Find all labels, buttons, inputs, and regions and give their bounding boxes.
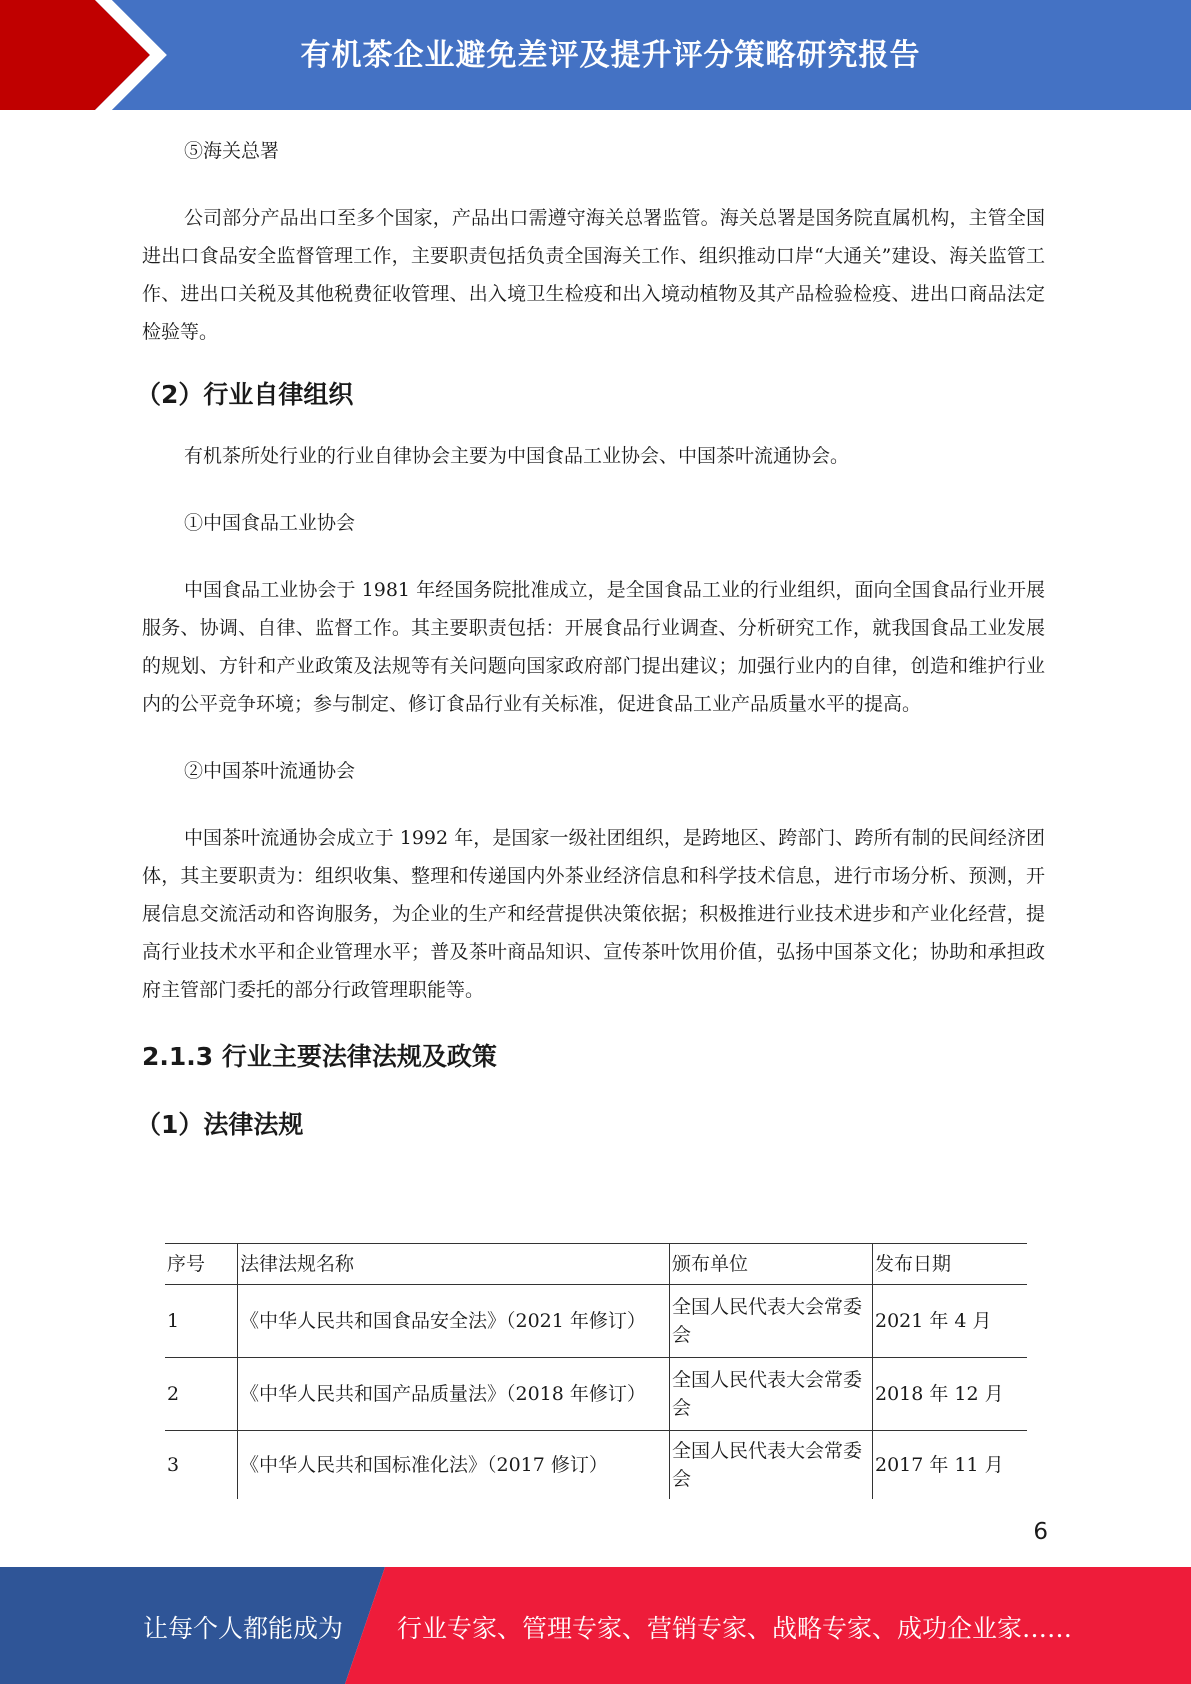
- table-cell: 《中华人民共和国食品安全法》（2021 年修订）: [238, 1285, 670, 1358]
- table-cell: 《中华人民共和国产品质量法》（2018 年修订）: [238, 1358, 670, 1431]
- table-cell: 全国人民代表大会常委会: [670, 1285, 873, 1358]
- header-title: 有机茶企业避免差评及提升评分策略研究报告: [300, 38, 921, 73]
- table-header-row: [165, 1244, 1027, 1285]
- subsection-label-customs: ⑤海关总署: [184, 140, 280, 162]
- page-footer: [0, 1567, 1191, 1684]
- table-row: [165, 1285, 1027, 1358]
- subsection-label-tea-association: ②中国茶叶流通协会: [184, 760, 356, 782]
- table-cell: 2017 年 11 月: [873, 1431, 1028, 1500]
- footer-slogan-left: 让每个人都能成为: [143, 1614, 344, 1643]
- table-header-cell: 序号: [165, 1244, 238, 1285]
- table-cell: 全国人民代表大会常委会: [670, 1358, 873, 1431]
- table-cell: 《中华人民共和国标准化法》（2017 修订）: [238, 1431, 670, 1500]
- footer-slogan-right: 行业专家、管理专家、营销专家、战略专家、成功企业家……: [397, 1614, 1073, 1643]
- document-body: [136, 132, 1045, 1145]
- table-cell: 1: [165, 1285, 238, 1358]
- table-row: [165, 1358, 1027, 1431]
- page-number: 6: [1033, 1519, 1048, 1545]
- paragraph-customs: 公司部分产品出口至多个国家，产品出口需遵守海关总署监管。海关总署是国务院直属机构，主管全国进出口食品安全监督管理工作，主要职责包括负责全国海关工作、组织推动口岸“大通关”建设、海关监管工作、进出口关税及其他税费征收管理、出入境卫生检疫和出入境动植物及其产品检验检疫、进出口商品法定检验等。: [142, 207, 1045, 343]
- paragraph-tea-association: 中国茶叶流通协会成立于 1992 年，是国家一级社团组织，是跨地区、跨部门、跨所有制的民间经济团体，其主要职责为：组织收集、整理和传递国内外茶业经济信息和科学技术信息，进行市场分析、预测，开展信息交流活动和咨询服务，为企业的生产和经营提供决策依据；积极推进行业技术进步和产业化经营，提高行业技术水平和企业管理水平；普及茶叶商品知识、宣传茶叶饮用价值，弘扬中国茶文化；协助和承担政府主管部门委托的部分行政管理职能等。: [142, 827, 1045, 1001]
- table-cell: 3: [167, 1454, 180, 1476]
- table-cell: 2: [165, 1358, 238, 1431]
- page-header: [0, 0, 1191, 110]
- table-cell: 全国人民代表大会常委会: [670, 1431, 873, 1500]
- section-heading-self-regulation: （2）行业自律组织: [136, 380, 354, 409]
- paragraph-associations-intro: 有机茶所处行业的行业自律协会主要为中国食品工业协会、中国茶叶流通协会。: [184, 445, 850, 467]
- paragraph-food-association: 中国食品工业协会于 1981 年经国务院批准成立，是全国食品工业的行业组织，面向全国食品行业开展服务、协调、自律、监督工作。其主要职责包括：开展食品行业调查、分析研究工作，就我国食品工业发展的规划、方针和产业政策及法规等有关问题向国家政府部门提出建议；加强行业内的自律，创造和维护行业内的公平竞争环境；参与制定、修订食品行业有关标准，促进食品工业产品质量水平的提高。: [142, 579, 1045, 715]
- subsection-label-food-association: ①中国食品工业协会: [184, 512, 356, 534]
- table-cell: 2021 年 4 月: [873, 1285, 1028, 1358]
- table-cell: 2018 年 12 月: [873, 1358, 1028, 1431]
- table-row: [165, 1431, 1027, 1500]
- section-heading-laws: （1）法律法规: [136, 1110, 304, 1139]
- table-header-cell: 发布日期: [873, 1244, 1028, 1285]
- table-header-cell: 法律法规名称: [238, 1244, 670, 1285]
- section-heading-laws-policies: 2.1.3 行业主要法律法规及政策: [142, 1042, 497, 1071]
- laws-table: [165, 1243, 1027, 1499]
- table-header-cell: 颁布单位: [670, 1244, 873, 1285]
